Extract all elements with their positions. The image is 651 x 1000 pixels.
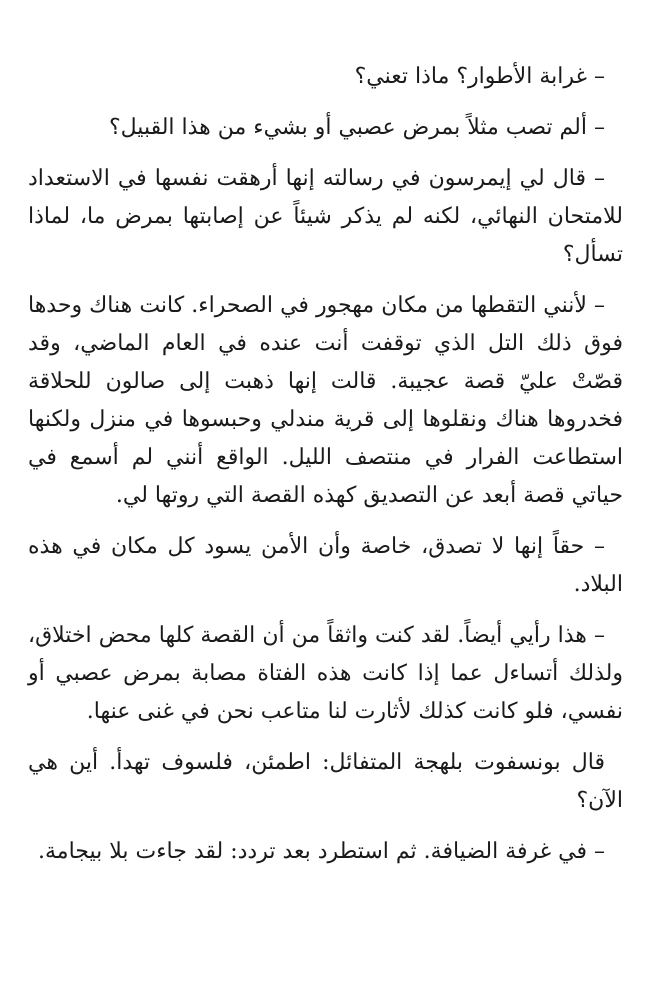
dialogue-paragraph-2: – ألم تصب مثلاً بمرض عصبي أو بشيء من هذا القبيل؟ [108, 115, 605, 140]
dialogue-paragraph-8: – في غرفة الضيافة. ثم استطرد بعد تردد: لقد جاءت بلا بيجامة. [38, 839, 605, 864]
narration-paragraph-7: قال بونسفوت بلهجة المتفائل: اطمئن، فلسوف تهدأ. أين هي الآن؟ [28, 750, 623, 813]
dialogue-paragraph-4: – لأنني التقطها من مكان مهجور في الصحراء. كانت هناك وحدها فوق ذلك التل الذي توقفت أنت عنده في العام الماضي، وقد قصّتْ عليّ قصة عجيبة. قالت إنها ذهبت إلى صالون للحلاقة فخدروها هناك ونقلوها إلى قرية مندلي وحبسوها في منزل ولكنها استطاعت الفرار في منتصف الليل. الواقع أنني لم أسمع في حياتي قصة أبعد عن التصديق كهذه القصة التي روتها لي. [28, 293, 623, 508]
dialogue-paragraph-5: – حقاً إنها لا تصدق، خاصة وأن الأمن يسود كل مكان في هذه البلاد. [28, 534, 623, 597]
dialogue-paragraph-6: – هذا رأيي أيضاً. لقد كنت واثقاً من أن القصة كلها محض اختلاق، ولذلك أتساءل عما إذا كانت هذه الفتاة مصابة بمرض عصبي أو نفسي، فلو كانت كذلك لأثارت لنا متاعب نحن في غنى عنها. [28, 623, 623, 724]
dialogue-paragraph-3: – قال لي إيمرسون في رسالته إنها أرهقت نفسها في الاستعداد للامتحان النهائي، لكنه لم يذكر شيئاً عن إصابتها بمرض ما، لماذا تسأل؟ [28, 166, 623, 267]
dialogue-paragraph-1: – غرابة الأطوار؟ ماذا تعني؟ [354, 64, 605, 89]
